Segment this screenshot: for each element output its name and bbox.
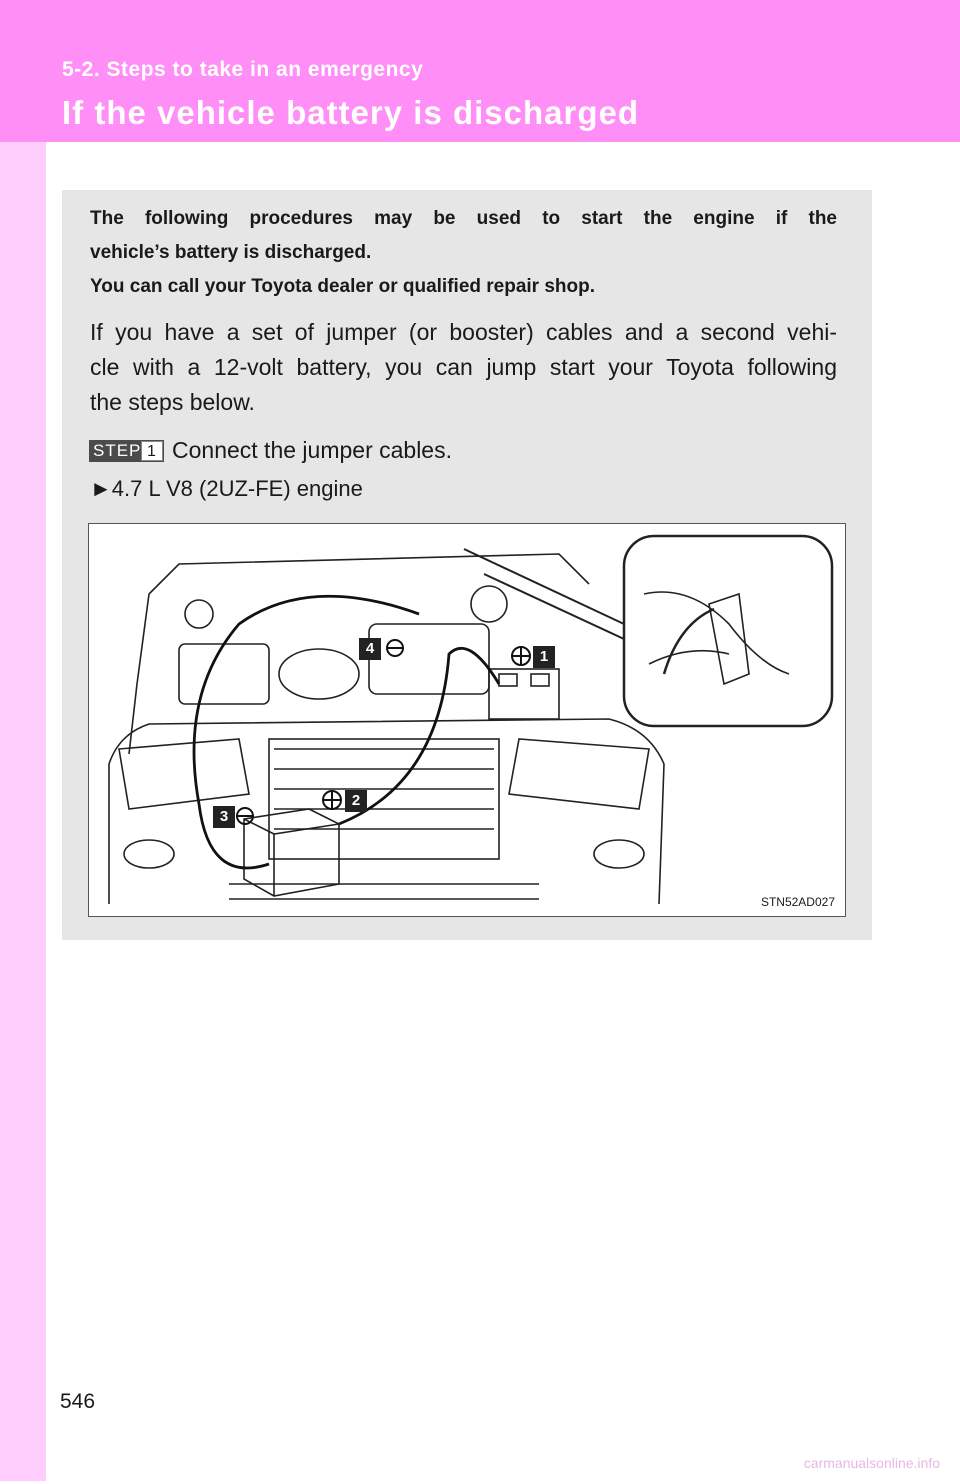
page-number: 546: [60, 1390, 96, 1413]
engine-bay-drawing: [89, 524, 845, 916]
intro-line-3: You can call your Toyota dealer or qualified repair shop.: [90, 276, 596, 297]
triangle-marker-icon: ►: [90, 476, 112, 501]
jump-start-illustration: [88, 523, 846, 917]
intro-line-1: The following procedures may be used to start the engine if the: [90, 208, 837, 229]
intro-line-2: vehicle’s battery is discharged.: [90, 242, 372, 263]
engine-label-row: [90, 471, 837, 506]
engine-label: 4.7 L V8 (2UZ-FE) engine: [111, 476, 363, 501]
body-line-3: the steps below.: [90, 389, 255, 415]
connection-label-4: 4: [359, 638, 381, 660]
connection-label-1: 1: [533, 646, 555, 668]
step-badge-number: 1: [141, 441, 163, 461]
step-badge-label: STEP: [93, 441, 142, 460]
section-heading: 5-2. Steps to take in an emergency: [62, 58, 424, 81]
step-text: Connect the jumper cables.: [172, 437, 452, 463]
page-header: [0, 0, 960, 142]
connection-label-3: 3: [213, 806, 235, 828]
body-line-1: If you have a set of jumper (or booster) cables and a second vehi-: [90, 319, 837, 345]
watermark: carmanualsonline.info: [803, 1455, 940, 1471]
page-title: If the vehicle battery is discharged: [62, 94, 640, 131]
figure-code: STN52AD027: [760, 895, 835, 909]
connection-label-2: 2: [345, 790, 367, 812]
side-strip: [0, 142, 46, 1482]
step-badge: [89, 440, 164, 462]
body-line-2: cle with a 12-volt battery, you can jump start your Toyota following: [90, 354, 837, 380]
